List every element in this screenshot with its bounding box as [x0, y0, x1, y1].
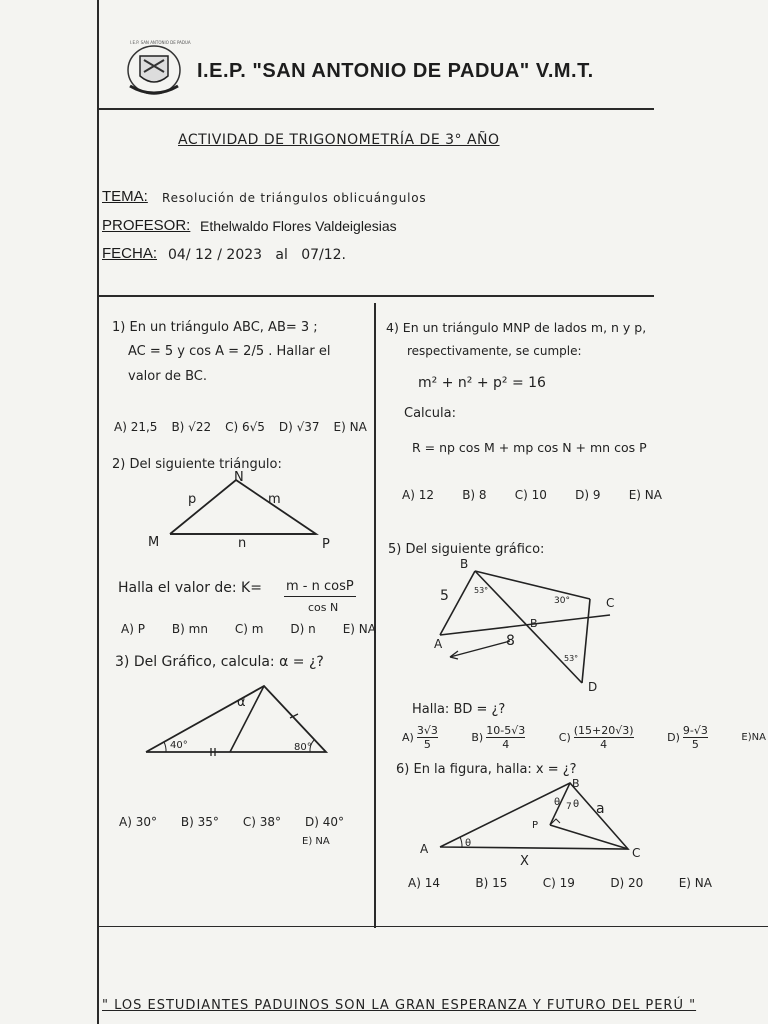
- side-n: n: [238, 536, 247, 551]
- side-8: 8: [506, 633, 515, 649]
- problem-3-title: 3) Del Gráfico, calcula: α = ¿?: [115, 654, 324, 670]
- column-divider: [374, 303, 376, 928]
- problem-4-equation: m² + n² + p² = 16: [418, 375, 546, 391]
- problem-2-denominator: cos N: [308, 601, 339, 614]
- option-a: A) 21,5: [114, 420, 158, 434]
- problem-6-options: [408, 876, 712, 890]
- option-b: B) 8: [462, 488, 487, 502]
- footer-rule: [99, 926, 768, 927]
- angle-theta-b2: θ: [573, 799, 580, 810]
- option-c: C) m: [234, 622, 264, 636]
- side-m: m: [268, 492, 281, 507]
- problem-4-options: [402, 488, 662, 502]
- option-e: E)NA: [741, 732, 766, 743]
- option-b: B) √22: [171, 420, 212, 434]
- vertex-b: B: [460, 557, 469, 571]
- meta-rule: [99, 295, 654, 297]
- tema-value: Resolución de triángulos oblicuángulos: [162, 191, 427, 205]
- option-b: B) 10-5√3 4: [471, 724, 526, 751]
- option-b: B) mn: [171, 622, 208, 636]
- option-a: A) 30°: [119, 815, 157, 829]
- profesor-label: PROFESOR:: [102, 217, 191, 234]
- problem-2-title: 2) Del siguiente triángulo:: [112, 457, 282, 472]
- logo-caption: I.E.P. SAN ANTONIO DE PADUA: [130, 40, 191, 45]
- length-7: 7: [566, 802, 572, 812]
- option-c: C) 10: [514, 488, 547, 502]
- problem-4-line1: 4) En un triángulo MNP de lados m, n y p,: [386, 320, 647, 335]
- problem-5-options: [402, 724, 766, 751]
- option-e: E) NA: [678, 876, 712, 890]
- side-5: 5: [440, 588, 449, 604]
- option-b: B) 35°: [180, 815, 219, 829]
- option-c: C) (15+20√3) 4: [558, 724, 634, 751]
- header-rule: [99, 108, 654, 110]
- problem-1-line3: valor de BC.: [128, 369, 207, 384]
- problem-6-figure: [410, 775, 650, 870]
- problem-4-formula: R = np cos M + mp cos N + mn cos P: [412, 440, 647, 455]
- school-logo: [122, 42, 186, 102]
- option-d: D) √37: [278, 420, 320, 434]
- vertex-c: C: [632, 846, 641, 860]
- angle-40: 40°: [170, 740, 188, 751]
- vertex-d: D: [588, 680, 598, 694]
- option-b: B) 15: [475, 876, 508, 890]
- problem-4-line2: respectivamente, se cumple:: [407, 344, 582, 358]
- problem-1-options: [114, 420, 374, 434]
- problem-5-figure: [420, 555, 630, 695]
- option-c: C) 6√5: [225, 420, 265, 434]
- option-a: A) 3√3 5: [402, 724, 438, 751]
- activity-title: ACTIVIDAD DE TRIGONOMETRÍA DE 3° AÑO: [178, 132, 500, 148]
- problem-5-question: Halla: BD = ¿?: [412, 702, 506, 717]
- option-e: E) NA: [342, 622, 376, 636]
- problem-6-title: 6) En la figura, halla: x = ¿?: [396, 762, 577, 777]
- vertex-a: A: [420, 842, 429, 856]
- angle-theta-b1: θ: [554, 797, 561, 808]
- vertex-c: C: [606, 596, 615, 610]
- motto: " LOS ESTUDIANTES PADUINOS SON LA GRAN ESPERANZA Y FUTURO DEL PERÚ ": [102, 998, 697, 1013]
- point-p: P: [532, 820, 539, 831]
- problem-2-triangle: [140, 468, 350, 558]
- vertex-m: M: [148, 535, 160, 550]
- problem-5-title: 5) Del siguiente gráfico:: [388, 542, 545, 557]
- option-a: A) 12: [402, 488, 434, 502]
- point-b-small: B: [530, 617, 538, 630]
- problem-2-options: [121, 622, 376, 636]
- option-e: E) NA: [628, 488, 662, 502]
- option-d: D) 40°: [304, 815, 344, 829]
- option-e: E) NA: [333, 420, 367, 434]
- vertex-b: B: [572, 777, 580, 790]
- problem-3-triangle: [140, 678, 340, 758]
- vertex-a: A: [434, 637, 443, 651]
- problem-1-line1: 1) En un triángulo ABC, AB= 3 ;: [112, 320, 318, 335]
- side-p: p: [188, 492, 197, 507]
- tema-label: TEMA:: [102, 188, 148, 205]
- problem-3-option-e: E) NA: [302, 836, 330, 847]
- option-a: A) 14: [408, 876, 440, 890]
- problem-2-numerator: m - n cosP: [284, 578, 356, 597]
- vertex-n: N: [234, 470, 244, 485]
- option-c: C) 19: [542, 876, 575, 890]
- problem-4-calc: Calcula:: [404, 406, 456, 421]
- left-margin-line: [97, 0, 99, 1024]
- problem-3-options: [119, 815, 344, 829]
- option-a: A) P: [121, 622, 145, 636]
- school-name: I.E.P. "SAN ANTONIO DE PADUA" V.M.T.: [197, 60, 594, 82]
- angle-alpha: α: [237, 695, 246, 710]
- option-d: D) 20: [610, 876, 644, 890]
- fecha-value: 04/ 12 / 2023 al 07/12.: [168, 247, 347, 263]
- option-d: D) n: [290, 622, 316, 636]
- option-c: C) 38°: [242, 815, 282, 829]
- angle-30: 30°: [554, 596, 570, 606]
- problem-2-question: Halla el valor de: K=: [118, 580, 262, 596]
- angle-theta-a: θ: [465, 838, 472, 849]
- vertex-p: P: [322, 537, 330, 552]
- option-d: D) 9: [575, 488, 601, 502]
- problem-1-line2: AC = 5 y cos A = 2/5 . Hallar el: [128, 344, 331, 359]
- profesor-value: Ethelwaldo Flores Valdeiglesias: [200, 218, 397, 234]
- side-x: X: [520, 854, 529, 869]
- angle-53-bottom: 53°: [564, 654, 579, 663]
- fecha-label: FECHA:: [102, 245, 158, 262]
- side-a: a: [596, 801, 605, 817]
- angle-80: 80°: [294, 742, 312, 753]
- angle-53-top: 53°: [474, 586, 489, 595]
- option-d: D) 9-√3 5: [667, 724, 708, 751]
